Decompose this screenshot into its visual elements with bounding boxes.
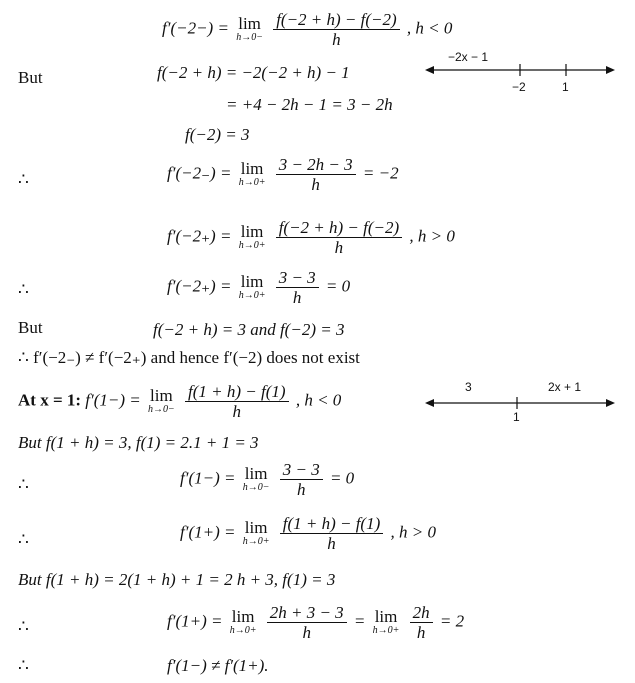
therefore-1: ∴ [18, 170, 29, 189]
line-8: f(−2 + h) = 3 and f(−2) = 3 [153, 320, 345, 339]
numberline2 [425, 395, 615, 415]
therefore-6: ∴ [18, 656, 29, 675]
line-11: But f(1 + h) = 3, f(1) = 2.1 + 1 = 3 [18, 433, 259, 452]
l1-lhs: f′(−2−) = [162, 18, 229, 38]
numberline2-label-right: 2x + 1 [548, 380, 582, 394]
line-15: f′(1+) = lim h→0+ $\frac{2h + 3 - 3}{h}$ = lim h→0+ $\frac{2h}{h}$ = 2 [167, 603, 465, 642]
line-16: f′(1−) ≠ f′(1+). [167, 656, 269, 675]
line-7: f′(−2₊) = lim h→0+ $\frac{3 - 3}{h}$ = 0 [167, 268, 351, 307]
line-6: f′(−2₊) = lim h→0+ $\frac{f(-2 + h) - f(-2)}{h}$ , h > 0 [167, 218, 455, 257]
therefore-2: ∴ [18, 280, 29, 299]
line-9: ∴ f′(−2₋) ≠ f′(−2₊) and hence f′(−2) does not exist [18, 348, 360, 367]
numberline2-tick: 1 [513, 410, 520, 424]
but-label-2: But [18, 318, 43, 337]
line-10: At x = 1: f′(1−) = lim h→0− $\frac{f(1 + h) - f(1)}{h}$ , h < 0 [18, 382, 342, 421]
numberline1-tick-a: −2 [512, 80, 526, 94]
l1-condition: , h < 0 [406, 18, 453, 38]
line-12: f′(1−) = lim h→0− $\frac{3 - 3}{h}$ = 0 [180, 460, 355, 499]
therefore-3: ∴ [18, 475, 29, 494]
line-14: But f(1 + h) = 2(1 + h) + 1 = 2 h + 3, f(1) = 3 [18, 570, 336, 589]
numberline1-tick-b: 1 [562, 80, 569, 94]
line-4: f(−2) = 3 [185, 125, 250, 144]
numberline1 [425, 62, 615, 82]
therefore-5: ∴ [18, 617, 29, 636]
line-3: = +4 − 2h − 1 = 3 − 2h [226, 95, 393, 114]
l1-limit: lim h→0− [236, 14, 263, 43]
l1-fraction: $\frac{f(-2 + h) - f(-2)}{h}$ [273, 10, 399, 49]
line-1 [162, 10, 452, 49]
line-2: f(−2 + h) = −2(−2 + h) − 1 [157, 63, 350, 82]
line-13: f′(1+) = lim h→0+ $\frac{f(1 + h) - f(1)}{h}$ , h > 0 [180, 514, 436, 553]
line-5: f′(−2₋) = lim h→0+ $\frac{3 - 2h - 3}{h}$ = −2 [167, 155, 399, 194]
numberline1-label: −2x − 1 [448, 50, 489, 64]
therefore-4: ∴ [18, 530, 29, 549]
numberline2-label-left: 3 [465, 380, 472, 394]
but-label-1: But [18, 68, 43, 87]
